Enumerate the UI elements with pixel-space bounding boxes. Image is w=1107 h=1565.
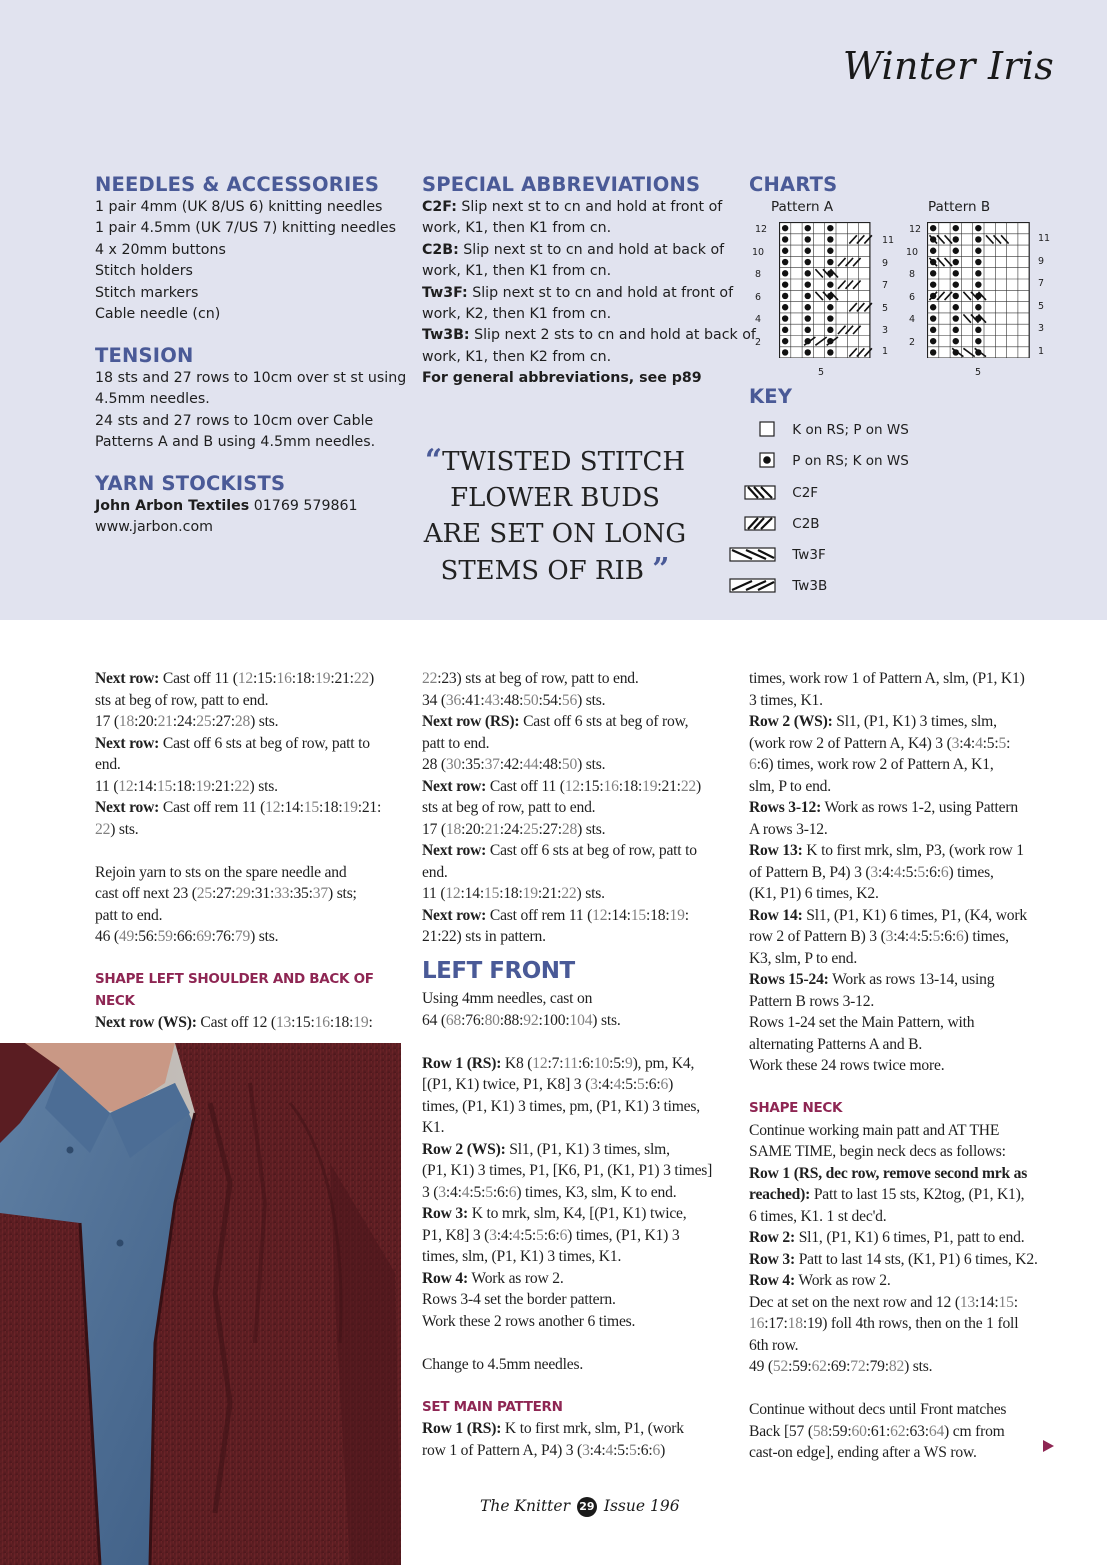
purl-stitch — [782, 236, 788, 242]
purl-stitch — [975, 236, 981, 242]
column-2-left-front: Using 4mm needles, cast on 64 (68:76:80:88:92:100:104) sts. Row 1 (RS): K8 (12:7:11:6:10:5:9), pm, K4, [(P1, K1) twice, P1, K8] 3 (3:4:4:5:5:6:6) times, (P1, K1) 3 times, pm, (P1, K1) 3 times, K1. Row 2 (WS): Sl1, (P1, K1) 3 times, slm, (P1, K1) 3 times, P1, [K6, P1, (K1, P1) 3 times] 3 (3:4:4:5:5:6:6) times, K3, slm, K to end. Row 3: K to mrk, slm, K4, [(P1, K1) twice, P1, K8] 3 (3:4:4:5:5:6:6) times, (P1, K1) 3 times, slm, (P1, K1) 3 times, K1. Row 4: Work as row 2. Rows 3-4 set the border pattern. Work these 2 rows another 6 times. Change to 4.5mm needles. SET MAIN PATTERN Row 1 (RS): K to first mrk, slm, P1, (work row 1 of Pattern A, P4) 3 (3:4:4:5:5:6:6) — [422, 988, 734, 1461]
tension-text — [95, 368, 406, 454]
purl-stitch — [782, 315, 788, 321]
purl-stitch — [827, 248, 833, 254]
purl-stitch — [827, 225, 833, 231]
abbrev-list: C2F: Slip next st to cn and hold at front of work, K1, then K1 from cn. C2B: Slip next st to cn and hold at back of work, K1, then K1 from cn. Tw3F: Slip next st to cn and hold at front of work, K2, then K1 from cn. Tw3B: Slip next 2 sts to cn and hold at back of work, K1, then K2 from cn. For general abbreviations, see p89 — [422, 199, 756, 387]
purl-stitch — [930, 281, 936, 287]
purl-stitch — [782, 327, 788, 333]
issue-number: Issue 196 — [603, 1497, 680, 1515]
key-item-purl: P on RS; K on WS — [728, 452, 909, 470]
needles-line: 4 x 20mm buttons — [95, 241, 226, 258]
open-quote-mark: “ — [424, 443, 443, 478]
purl-stitch — [975, 327, 981, 333]
purl-dot-icon — [728, 452, 786, 470]
purl-stitch — [953, 327, 959, 333]
continue-arrow-icon[interactable] — [1043, 1440, 1054, 1452]
purl-stitch — [953, 281, 959, 287]
purl-stitch — [805, 248, 811, 254]
purl-stitch — [782, 259, 788, 265]
chart-a-bottom-axis: 5 — [818, 367, 825, 378]
c2f-icon — [728, 484, 786, 502]
purl-stitch — [975, 259, 981, 265]
purl-stitch — [975, 248, 981, 254]
purl-stitch — [953, 236, 959, 242]
purl-stitch — [930, 349, 936, 355]
purl-stitch — [930, 338, 936, 344]
purl-stitch — [805, 236, 811, 242]
purl-stitch — [930, 304, 936, 310]
chart-a-title: Pattern A — [771, 199, 834, 215]
general-abbrev-note: For general abbreviations, see p89 — [422, 370, 702, 387]
purl-stitch — [953, 225, 959, 231]
chart-a — [779, 222, 875, 358]
purl-stitch — [827, 259, 833, 265]
tension-heading: TENSION — [95, 344, 194, 367]
purl-stitch — [975, 270, 981, 276]
stockist-name: John Arbon Textiles — [95, 498, 250, 514]
purl-stitch — [782, 293, 788, 299]
purl-stitch — [930, 225, 936, 231]
shape-neck-heading: SHAPE NECK — [749, 1100, 843, 1116]
chart-b — [927, 222, 1031, 358]
purl-stitch — [827, 236, 833, 242]
tw3b-icon — [728, 577, 786, 595]
key-heading: KEY — [749, 385, 793, 408]
tension-line: Patterns A and B using 4.5mm needles. — [95, 434, 376, 451]
purl-stitch — [805, 349, 811, 355]
purl-stitch — [975, 225, 981, 231]
column-1: Next row: Cast off 11 (12:15:16:18:19:21:22) sts at beg of row, patt to end. 17 (18:20:21:24:25:27:28) sts. Next row: Cast off 6 sts at beg of row, patt to end. 11 (12:14:15:18:19:21:22) sts. Next row: Cast off rem 11 (12:14:15:18:19:21: 22) sts. Rejoin yarn to sts on the spare needle and cast off next 23 (25:27:29:31:33:35:37) sts; patt to end. 46 (49:56:59:66:69:76:79) sts. SHAPE LEFT SHOULDER AND BACK OF NECK Next row (WS): Cast off 12 (13:15:16:18:19: — [95, 668, 405, 1034]
tw3f-icon — [728, 546, 786, 564]
purl-stitch — [930, 327, 936, 333]
purl-stitch — [805, 270, 811, 276]
magazine-name: The Knitter — [480, 1497, 570, 1515]
purl-stitch — [827, 315, 833, 321]
purl-stitch — [930, 270, 936, 276]
needles-heading: NEEDLES & ACCESSORIES — [95, 173, 380, 196]
column-3: times, work row 1 of Pattern A, slm, (P1, K1) 3 times, K1. Row 2 (WS): Sl1, (P1, K1) 3 times, slm, (work row 2 of Pattern A, K4) 3 (3:4:4:5:5: 6:6) times, work row 2 of Pattern A, K1, slm, P to end. Rows 3-12: Work as rows 1-2, using Pattern A rows 3-12. Row 13: K to first mrk, slm, P3, (work row 1 of Pattern B, P4) 3 (3:4:4:5:5:6:6) times, (K1, P1) 6 times, K2. Row 14: Sl1, (P1, K1) 6 times, P1, (K4, work row 2 of Pattern B) 3 (3:4:4:5:5:6:6) times, K3, slm, P to end. Rows 15-24: Work as rows 13-14, using Pattern B rows 3-12. Rows 1-24 set the Main Pattern, with alternating Patterns A and B. Work these 24 rows twice more. SHAPE NECK Continue working main patt and AT THE SAME TIME, begin neck decs as follows: Row 1 (RS, dec row, remove second mrk as reached): Patt to last 15 sts, K2tog, (P1, K1), 6 times, K1. 1 st dec'd. Row 2: Sl1, (P1, K1) 6 times, P1, patt to end. Row 3: Patt to last 14 sts, (K1, P1) 6 times, K2. Row 4: Work as row 2. Dec at set on the next row and 12 (13:14:15: 16:17:18:19) foll 4th rows, then on the 1 foll 6th row. 49 (52:59:62:69:72:79:82) sts. Continue without decs until Front matches Back [57 (58:59:60:61:62:63:64) cm from cast-on edge], ending after a WS row. — [749, 668, 1069, 1464]
key-item-c2f: C2F — [728, 484, 818, 502]
stockist-phone: 01769 579861 — [249, 498, 358, 514]
tension-line: 4.5mm needles. — [95, 391, 210, 408]
purl-stitch — [953, 248, 959, 254]
purl-stitch — [953, 293, 959, 299]
purl-stitch — [975, 281, 981, 287]
purl-stitch — [975, 304, 981, 310]
stockists-text — [95, 496, 358, 539]
purl-stitch — [805, 259, 811, 265]
page-number: 29 — [577, 1497, 597, 1517]
page-title: Winter Iris — [842, 44, 1054, 88]
charts-heading: CHARTS — [749, 173, 838, 196]
cardigan-photo — [0, 1043, 401, 1565]
purl-stitch — [805, 225, 811, 231]
purl-stitch — [953, 259, 959, 265]
pull-quote: “TWISTED STITCH FLOWER BUDS ARE SET ON LONG STEMS OF RIB ” — [423, 443, 687, 587]
purl-stitch — [782, 304, 788, 310]
knit-square-icon — [728, 421, 786, 439]
column-2: 22:23) sts at beg of row, patt to end. 34 (36:41:43:48:50:54:56) sts. Next row (RS): Cast off 6 sts at beg of row, patt to end. 28 (30:35:37:42:44:48:50) sts. Next row: Cast off 11 (12:15:16:18:19:21:22) sts at beg of row, patt to end. 17 (18:20:21:24:25:27:28) sts. Next row: Cast off 6 sts at beg of row, patt to end. 11 (12:14:15:18:19:21:22) sts. Next row: Cast off rem 11 (12:14:15:18:19: 21:22) sts in pattern. — [422, 670, 702, 945]
purl-stitch — [930, 248, 936, 254]
purl-stitch — [827, 281, 833, 287]
purl-stitch — [975, 338, 981, 344]
needles-line: Cable needle (cn) — [95, 306, 221, 323]
purl-stitch — [827, 327, 833, 333]
purl-stitch — [805, 327, 811, 333]
needles-line: Stitch holders — [95, 263, 193, 280]
purl-stitch — [782, 349, 788, 355]
purl-stitch — [782, 338, 788, 344]
chart-b-title: Pattern B — [928, 199, 991, 215]
purl-stitch — [782, 248, 788, 254]
key-item-tw3f: Tw3F — [728, 546, 826, 564]
purl-stitch — [930, 315, 936, 321]
tension-line: 18 sts and 27 rows to 10cm over st st using — [95, 370, 407, 386]
c2b-icon — [728, 515, 786, 533]
purl-stitch — [827, 349, 833, 355]
set-main-pattern-heading: SET MAIN PATTERN — [422, 1398, 563, 1415]
left-front-heading: LEFT FRONT — [422, 958, 575, 984]
purl-stitch — [805, 304, 811, 310]
purl-stitch — [782, 225, 788, 231]
purl-stitch — [953, 338, 959, 344]
tension-line: 24 sts and 27 rows to 10cm over Cable — [95, 412, 374, 429]
needles-line: 1 pair 4mm (UK 8/US 6) knitting needles — [95, 199, 383, 215]
purl-stitch — [782, 281, 788, 287]
key-item-tw3b: Tw3B — [728, 577, 827, 595]
key-item-c2b: C2B — [728, 515, 820, 533]
close-quote-mark: ” — [652, 552, 670, 587]
purl-stitch — [953, 270, 959, 276]
needles-line: Stitch markers — [95, 284, 199, 301]
purl-stitch — [953, 304, 959, 310]
chart-b-bottom-axis: 5 — [975, 367, 982, 378]
purl-stitch — [805, 281, 811, 287]
stockist-web[interactable]: www.jarbon.com — [95, 519, 213, 536]
shape-left-shoulder-heading: SHAPE LEFT SHOULDER AND BACK OF NECK — [95, 971, 374, 1009]
key-item-knit: K on RS; P on WS — [728, 421, 909, 439]
purl-stitch — [827, 304, 833, 310]
page-footer — [480, 1497, 680, 1517]
purl-stitch — [782, 270, 788, 276]
needles-line: 1 pair 4.5mm (UK 7/US 7) knitting needles — [95, 220, 396, 237]
purl-stitch — [805, 293, 811, 299]
purl-stitch — [805, 315, 811, 321]
needles-list — [95, 197, 396, 325]
abbrev-heading: SPECIAL ABBREVIATIONS — [422, 173, 701, 196]
purl-stitch — [953, 315, 959, 321]
stockists-heading: YARN STOCKISTS — [95, 472, 286, 495]
